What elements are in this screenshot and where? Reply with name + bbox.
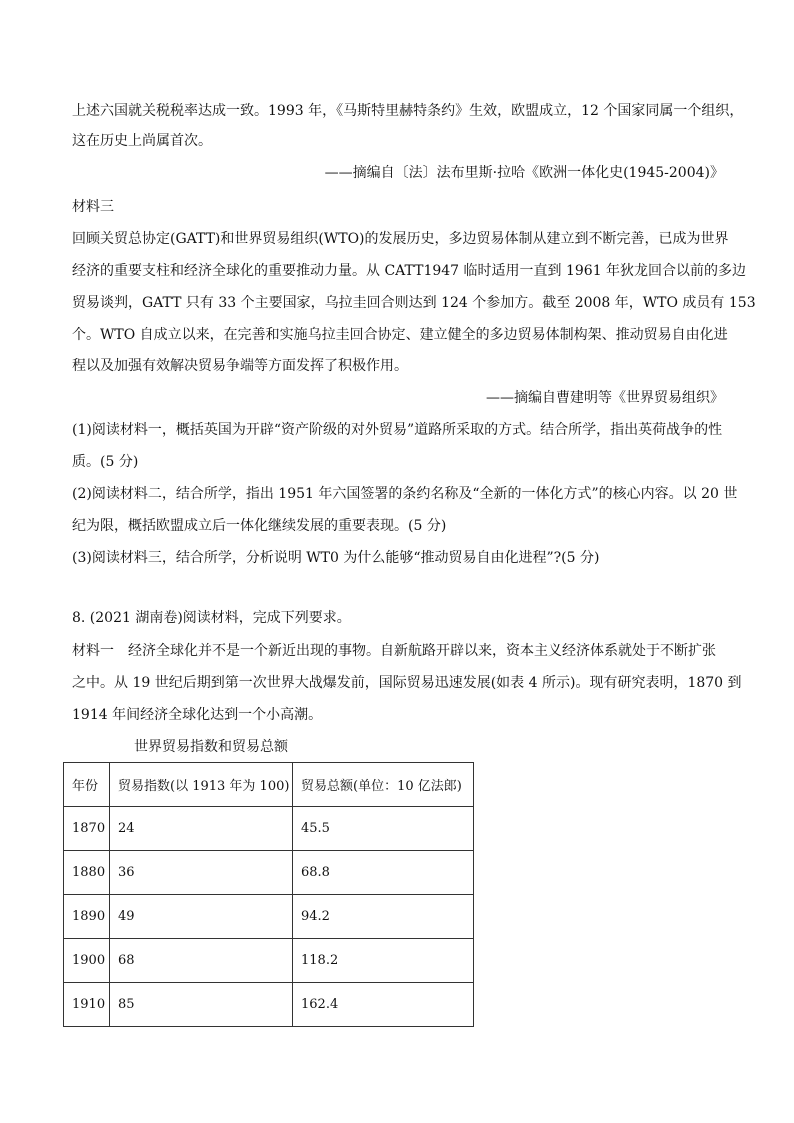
paragraph-line: 材料一 经济全球化并不是一个新近出现的事物。自新航路开辟以来，资本主义经济体系就处于不断扩张	[72, 643, 716, 659]
table-row	[64, 895, 474, 939]
table-title: 世界贸易指数和贸易总额	[134, 739, 288, 755]
question-line: (2)阅读材料二，结合所学，指出 1951 年六国签署的条约名称及“全新的一体化方式”的核心内容。以 20 世	[72, 486, 738, 502]
table-cell: 1890	[64, 895, 110, 939]
paragraph-line: 上述六国就关税税率达成一致。1993 年，《马斯特里赫特条约》生效，欧盟成立，12 个国家同属一个组织，	[72, 103, 744, 119]
trade-table	[63, 762, 474, 1027]
table-row	[64, 807, 474, 851]
table-cell: 85	[110, 983, 293, 1027]
table-row	[64, 851, 474, 895]
table-cell: 1880	[64, 851, 110, 895]
paragraph-line: 之中。从 19 世纪后期到第一次世界大战爆发前，国际贸易迅速发展(如表 4 所示)。现有研究表明，1870 到	[72, 675, 742, 691]
paragraph-line: 1914 年间经济全球化达到一个小高潮。	[72, 707, 323, 723]
table-cell: 49	[110, 895, 293, 939]
material-heading: 材料三	[72, 199, 114, 215]
table-cell: 68.8	[293, 851, 474, 895]
table-row	[64, 939, 474, 983]
table-cell: 45.5	[293, 807, 474, 851]
source-citation: ——摘编自曹建明等《世界贸易组织》	[486, 390, 724, 406]
table-cell: 1900	[64, 939, 110, 983]
table-cell: 118.2	[293, 939, 474, 983]
table-cell: 68	[110, 939, 293, 983]
table-cell: 162.4	[293, 983, 474, 1027]
table-row	[64, 983, 474, 1027]
table-header-row	[64, 763, 474, 807]
table-header-cell: 年份	[64, 763, 110, 807]
table-cell: 1870	[64, 807, 110, 851]
table-cell: 1910	[64, 983, 110, 1027]
paragraph-line: 个。WTO 自成立以来，在完善和实施乌拉圭回合协定、建立健全的多边贸易体制构架、推动贸易自由化进	[72, 327, 728, 343]
paragraph-line: 贸易谈判，GATT 只有 33 个主要国家，乌拉圭回合则达到 124 个参加方。截至 2008 年，WTO 成员有 153	[72, 295, 756, 311]
paragraph-line: 经济的重要支柱和经济全球化的重要推动力量。从 CATT1947 临时适用一直到 1961 年狄龙回合以前的多边	[72, 263, 747, 279]
question-line: (1)阅读材料一，概括英国为开辟“资产阶级的对外贸易”道路所采取的方式。结合所学，指出英荷战争的性	[72, 422, 723, 438]
paragraph-line: 这在历史上尚属首次。	[72, 133, 212, 149]
table-header-cell: 贸易指数(以 1913 年为 100)	[110, 763, 293, 807]
question-title: 8. (2021 湖南卷)阅读材料，完成下列要求。	[72, 610, 351, 626]
question-line: 纪为限，概括欧盟成立后一体化继续发展的重要表现。(5 分)	[72, 518, 447, 534]
question-line: 质。(5 分)	[72, 454, 139, 470]
question-line: (3)阅读材料三，结合所学，分析说明 WT0 为什么能够“推动贸易自由化进程”?(5 分)	[72, 550, 600, 566]
paragraph-line: 回顾关贸总协定(GATT)和世界贸易组织(WTO)的发展历史，多边贸易体制从建立到不断完善，已成为世界	[72, 231, 729, 247]
paragraph-line: 程以及加强有效解决贸易争端等方面发挥了积极作用。	[72, 358, 408, 374]
table-cell: 36	[110, 851, 293, 895]
source-citation: ——摘编自〔法〕法布里斯·拉哈《欧洲一体化史(1945-2004)》	[324, 165, 724, 181]
table-cell: 24	[110, 807, 293, 851]
table-cell: 94.2	[293, 895, 474, 939]
table-header-cell: 贸易总额(单位：10 亿法郎)	[293, 763, 474, 807]
